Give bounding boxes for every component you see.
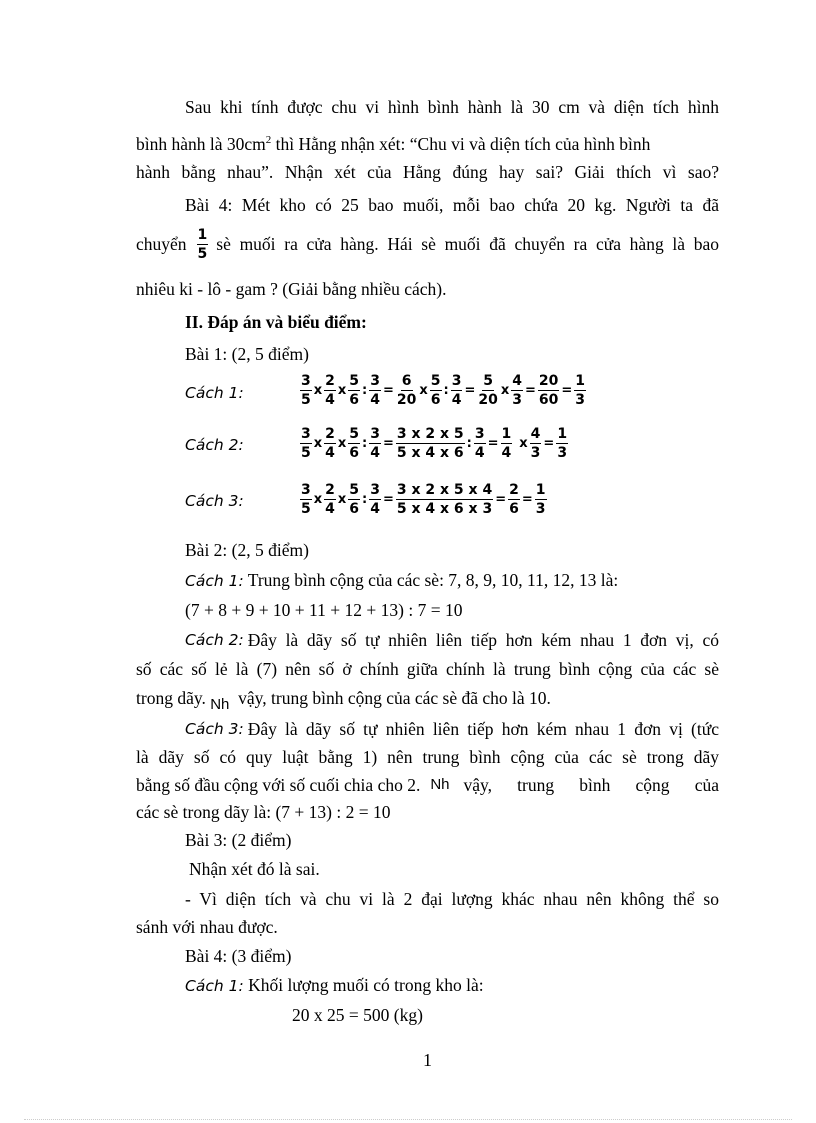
fraction: $\frac{1}{3}$ — [557, 426, 568, 461]
bai1-cach1-label: Cách 1: — [185, 384, 244, 402]
page-number: 1 — [423, 1050, 432, 1070]
bai2-cach2-nh: Nh — [210, 696, 230, 713]
bai2-cach3-line2: là dãy số có quy luật bằng 1) nên trung bình cộng của các sè trong dãy — [136, 747, 719, 767]
bai2-cach2-label: Cách 2: — [185, 631, 244, 649]
bai3-line1: Nhận xét đó là sai. — [189, 859, 320, 879]
bai2-cach3-text3b: vậy, trung bình cộng của — [463, 775, 719, 795]
section-heading: II. Đáp án và biểu điểm: — [185, 312, 367, 332]
bai1-cach2-expression: $\frac{3}{5}$ x $\frac{2}{4}$ x $\frac{5}{6}$ : $\frac{3}{4}$ = $\frac{3 x 2 x 5}{5 x 4 x 6}$ : $\frac{3}{4}$ = $\frac{1}{4}$ x $\frac{4}{3}$ = $\frac{1}{3}$ — [301, 426, 568, 461]
bai2-cach3-line3 — [136, 775, 719, 795]
bai4q-line3: nhiêu ki - lô - gam ? (Giải bằng nhiều cách). — [136, 279, 447, 299]
fraction: $\frac{4}{3}$ — [512, 373, 522, 408]
bai4q-line2 — [136, 225, 719, 263]
fraction: $\frac{20}{60}$ — [538, 373, 559, 408]
fraction: $\frac{3}{5}$ — [301, 482, 311, 517]
para1-line3: hành bằng nhau”. Nhận xét của Hằng đúng hay sai? Giải thích vì sao? — [136, 162, 719, 182]
bai2-cach3-line4: các sè trong dãy là: (7 + 13) : 2 = 10 — [136, 802, 391, 822]
fraction: $\frac{3}{4}$ — [451, 373, 462, 408]
bai2-cach3-text3a: bằng số đầu cộng với số cuối chia cho 2. — [136, 775, 421, 795]
fraction: $\frac{5}{6}$ — [430, 373, 441, 408]
fraction: $\frac{2}{4}$ — [325, 373, 335, 408]
bai1-heading: Bài 1: (2, 5 điểm) — [185, 344, 309, 364]
frac-den: 5 — [197, 245, 208, 262]
bai4-cach1 — [185, 975, 484, 996]
bai2-cach2-text1: Đây là dãy số tự nhiên liên tiếp hơn kém nhau 1 đơn vị, có — [247, 630, 719, 650]
bai1-cach1-expression: $\frac{3}{5}$ x $\frac{2}{4}$ x $\frac{5}{6}$ : $\frac{3}{4}$ = $\frac{6}{20}$ x $\frac{5}{6}$ : $\frac{3}{4}$ = $\frac{5}{20}$ x $\frac{4}{3}$ = $\frac{20}{60}$ = $\frac{1}{3}$ — [301, 373, 586, 408]
bai2-cach1-label: Cách 1: — [185, 572, 244, 590]
bai1-cach3-label: Cách 3: — [185, 492, 244, 510]
bai3-line2: - Vì diện tích và chu vi là 2 đại lượng khác nhau nên không thể so — [185, 889, 719, 909]
bai2-cach2-line1 — [185, 630, 719, 650]
fraction: $\frac{1}{3}$ — [535, 482, 546, 517]
bai2-cach1 — [185, 570, 618, 591]
para1-line2 — [136, 130, 719, 154]
fraction: $\frac{2}{4}$ — [325, 482, 335, 517]
fraction: $\frac{1}{4}$ — [501, 426, 512, 461]
fraction: $\frac{2}{6}$ — [509, 482, 519, 517]
fraction: $\frac{5}{6}$ — [349, 482, 360, 517]
bai2-cach3-text1: Đây là dãy số tự nhiên liên tiếp hơn kém nhau 1 đơn vị (tức — [247, 719, 719, 739]
bai2-cach1-calc: (7 + 8 + 9 + 10 + 11 + 12 + 13) : 7 = 10 — [185, 600, 463, 620]
bai2-cach3-nh: Nh — [430, 776, 450, 793]
bai4-cach1-label: Cách 1: — [185, 977, 244, 995]
bai2-cach2-text3b: vậy, trung bình cộng của các sè đã cho là 10. — [238, 688, 551, 708]
bai4-heading: Bài 4: (3 điểm) — [185, 946, 292, 966]
bai2-cach3-line1 — [185, 719, 719, 739]
bai1-cach2-label: Cách 2: — [185, 436, 244, 454]
frac-num: 1 — [197, 226, 208, 243]
bai2-heading: Bài 2: (2, 5 điểm) — [185, 540, 309, 560]
para1-line2a: bình hành là 30cm — [136, 133, 266, 154]
fraction: $\frac{6}{20}$ — [396, 373, 417, 408]
bai2-cach2-line3 — [136, 688, 551, 715]
bai2-cach1-text: Trung bình cộng của các sè: 7, 8, 9, 10, 11, 12, 13 là: — [243, 570, 619, 590]
bai3-heading: Bài 3: (2 điểm) — [185, 830, 292, 850]
fraction: $\frac{3}{5}$ — [301, 426, 311, 461]
superscript-2: 2 — [265, 134, 272, 146]
fraction: $\frac{3}{4}$ — [370, 373, 380, 408]
bai2-cach2-text3a: trong dãy. — [136, 688, 206, 708]
bai3-line3: sánh với nhau được. — [136, 917, 278, 937]
fraction: $\frac{3 x 2 x 5 x 4}{5 x 4 x 6 x 3}$ — [396, 482, 493, 517]
bai4q-line2b: sè muối ra cửa hàng. Hái sè muối đã chuyển ra cửa hàng là bao — [216, 234, 719, 254]
fraction: $\frac{5}{6}$ — [349, 426, 360, 461]
para1-line1: Sau khi tính được chu vi hình bình hành là 30 cm và diện tích hình — [185, 97, 719, 117]
fraction: $\frac{1}{3}$ — [575, 373, 586, 408]
bai4q-line1: Bài 4: Mét kho có 25 bao muối, mỗi bao chứa 20 kg. Người ta đã — [185, 195, 719, 215]
fraction: $\frac{3}{4}$ — [370, 426, 380, 461]
fraction: $\frac{5}{20}$ — [478, 373, 498, 408]
fraction: $\frac{4}{3}$ — [530, 426, 541, 461]
bai1-cach3-expression: $\frac{3}{5}$ x $\frac{2}{4}$ x $\frac{5}{6}$ : $\frac{3}{4}$ = $\frac{3 x 2 x 5 x 4}{5 x 4 x 6 x 3}$ = $\frac{2}{6}$ = $\frac{1}{3}$ — [301, 482, 546, 517]
fraction-one-fifth — [197, 227, 209, 262]
bai4-cach1-calc: 20 x 25 = 500 (kg) — [292, 1005, 423, 1025]
bai4-cach1-text: Khối lượng muối có trong kho là: — [243, 975, 484, 995]
page-bottom-divider — [24, 1119, 792, 1120]
fraction: $\frac{3}{4}$ — [370, 482, 380, 517]
bai2-cach3-label: Cách 3: — [185, 720, 244, 738]
fraction: $\frac{3 x 2 x 5}{5 x 4 x 6}$ — [396, 426, 464, 461]
fraction: $\frac{3}{4}$ — [474, 426, 485, 461]
bai2-cach2-line2: số các số lẻ là (7) nên số ở chính giữa chính là trung bình cộng của các sè — [136, 659, 719, 679]
fraction: $\frac{2}{4}$ — [325, 426, 335, 461]
fraction: $\frac{5}{6}$ — [349, 373, 360, 408]
fraction: $\frac{3}{5}$ — [301, 373, 311, 408]
para1-line2b: thì Hằng nhận xét: “Chu vi và diện tích của hình bình — [271, 133, 651, 154]
bai4q-line2a: chuyển — [136, 234, 187, 254]
